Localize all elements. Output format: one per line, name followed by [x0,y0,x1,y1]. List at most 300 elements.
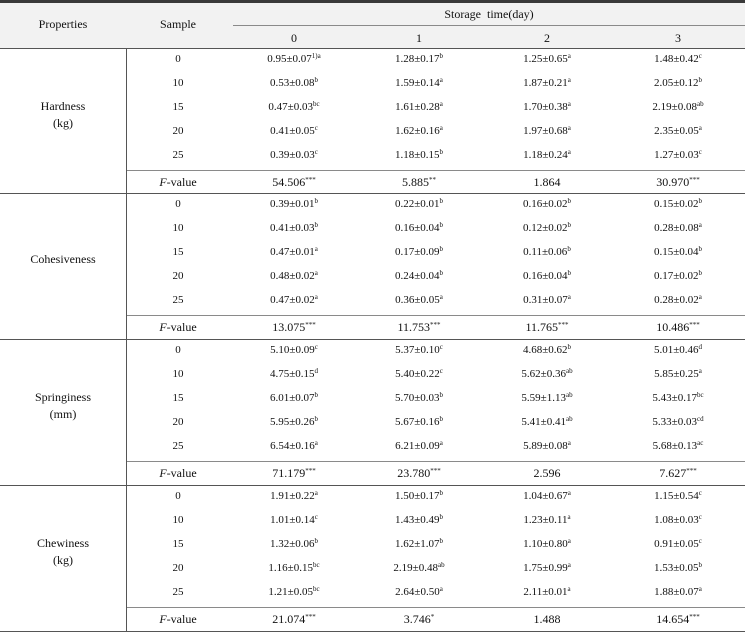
property-label-line: (mm) [49,407,77,421]
fvalue-cell [611,466,745,481]
property-label-line: Chewiness [37,536,89,550]
cell-superscript: c [698,52,702,60]
cell-superscript: b [439,269,444,277]
cell-superscript: c [698,537,702,545]
data-cell [233,514,355,526]
data-cell [611,392,745,404]
cell-value: 0.31±0.07 [523,294,568,306]
cell-value: 7.627 [659,466,687,480]
cell-superscript: b [439,245,444,253]
cell-value: 1.75±0.99 [523,562,568,574]
cell-value: 3.746 [403,612,431,626]
cell-superscript: *** [686,467,697,475]
property-label-line: Cohesiveness [30,252,96,266]
data-cell [355,246,483,258]
cell-superscript: a [567,52,571,60]
group-vertical-rule [126,485,127,631]
cell-superscript: b [698,561,703,569]
data-cell [233,392,355,404]
sample-label: 20 [172,562,184,574]
data-cell [233,222,355,234]
cell-value: 54.506 [272,175,306,189]
cell-superscript: b [314,76,319,84]
cell-value: 0.36±0.05 [395,294,440,306]
data-cell [483,198,611,210]
cell-value: 1.488 [533,612,561,626]
cell-value: 1.16±0.15 [268,562,313,574]
group-vertical-rule [126,339,127,485]
cell-superscript: ac [697,439,704,447]
cell-superscript: ab [437,561,445,569]
cell-value: 0.12±0.02 [522,222,568,234]
data-cell [355,416,483,428]
cell-value: 1.04±0.67 [523,490,568,502]
cell-value: 0.16±0.04 [394,222,440,234]
cell-value: 0.28±0.08 [654,222,699,234]
cell-value: 5.885 [402,175,429,189]
fvalue-divider [127,315,745,316]
data-cell [611,368,745,380]
data-cell [483,53,611,65]
data-cell [233,125,355,137]
cell-value: 0.15±0.02 [653,198,699,210]
cell-value: 5.43±0.17 [652,392,697,404]
cell-superscript: a [567,100,571,108]
cell-value: 6.54±0.16 [270,440,315,452]
cell-superscript: a [439,585,443,593]
sample-label: 15 [172,538,184,550]
fvalue-cell [483,320,611,335]
cell-value: 11.753 [397,320,431,334]
cell-superscript: b [698,197,703,205]
cell-superscript: a [698,124,702,132]
data-cell [355,344,483,356]
cell-superscript: a [698,293,702,301]
cell-value: 1.59±0.14 [395,77,440,89]
cell-value: 2.64±0.50 [395,586,440,598]
cell-superscript: b [439,148,444,156]
cell-value: 0.41±0.05 [270,125,315,137]
cell-value: 0.11±0.06 [523,246,568,258]
fvalue-cell [611,320,745,335]
sample-label: 10 [172,77,184,89]
sample-label: 0 [175,344,181,356]
cell-superscript: a [567,148,571,156]
cell-superscript: a [314,439,318,447]
cell-superscript: c [314,124,318,132]
data-cell [611,416,745,428]
data-cell [483,77,611,89]
cell-value: 2.05±0.12 [653,77,699,89]
cell-value: 1.27±0.03 [654,149,699,161]
cell-value: 1.18±0.15 [394,149,440,161]
data-cell [483,392,611,404]
fvalue-label-italic: F [159,320,167,334]
sample-label: 15 [172,246,184,258]
cell-superscript: a [439,76,443,84]
data-cell [483,514,611,526]
fvalue-label-rest: -value [166,466,197,480]
data-cell [611,490,745,502]
data-cell [483,440,611,452]
cell-superscript: a [567,537,571,545]
table-header [0,3,745,48]
cell-superscript: a [567,76,571,84]
cell-value: 5.01±0.46 [653,344,699,356]
group-divider [0,48,745,49]
cell-superscript: bc [312,585,320,593]
data-cell [233,440,355,452]
fvalue-label [137,612,219,627]
fvalue-cell [483,612,611,627]
cell-value: 0.95±0.07 [267,53,312,65]
cell-superscript: d [314,367,319,375]
data-cell [611,101,745,113]
fvalue-label-italic: F [159,612,167,626]
cell-superscript: b [314,537,319,545]
header-day-3: 3 [675,31,681,45]
cell-value: 5.67±0.16 [394,416,440,428]
property-label-line: Springiness [34,390,91,404]
data-cell [233,586,355,598]
data-cell [483,294,611,306]
cell-value: 1.25±0.65 [523,53,568,65]
data-cell [483,538,611,550]
data-cell [611,246,745,258]
data-cell [483,125,611,137]
cell-superscript: d [698,343,703,351]
fvalue-divider [127,170,745,171]
header-properties: Properties [38,17,88,31]
cell-value: 5.68±0.13 [652,440,698,452]
fvalue-cell [355,175,483,190]
data-cell [611,198,745,210]
property-label-line: (kg) [53,116,73,130]
data-cell [611,514,745,526]
cell-superscript: a [567,561,571,569]
sample-label: 20 [172,125,184,137]
fvalue-cell [233,466,355,481]
header-day-2: 2 [544,31,550,45]
cell-superscript: b [567,197,572,205]
cell-superscript: a [439,124,443,132]
cell-value: 5.62±0.36 [521,368,566,380]
cell-value: 0.47±0.02 [270,294,315,306]
data-cell [233,368,355,380]
cell-value: 1.91±0.22 [270,490,315,502]
cell-value: 2.11±0.01 [523,586,568,598]
data-cell [355,562,483,574]
sample-label: 0 [175,490,181,502]
cell-value: 1.10±0.80 [523,538,568,550]
data-cell [355,77,483,89]
sample-label: 20 [172,270,184,282]
cell-value: 1.18±0.24 [523,149,568,161]
fvalue-cell [483,175,611,190]
fvalue-cell [233,612,355,627]
cell-superscript: a [439,100,443,108]
fvalue-cell [233,320,355,335]
data-cell [483,149,611,161]
cell-value: 1.62±0.16 [395,125,440,137]
cell-value: 1.97±0.68 [523,125,568,137]
cell-value: 5.70±0.03 [394,392,440,404]
cell-superscript: bc [312,100,320,108]
data-cell [483,416,611,428]
cell-value: 10.486 [656,320,690,334]
cell-superscript: ab [696,100,704,108]
sample-label: 0 [175,198,181,210]
data-cell [611,125,745,137]
data-cell [355,222,483,234]
cell-value: 0.47±0.03 [268,101,313,113]
cell-superscript: a [567,585,571,593]
cell-value: 1.01±0.14 [270,514,315,526]
property-label [0,389,126,423]
data-cell [483,368,611,380]
cell-superscript: b [439,489,444,497]
fvalue-label-rest: -value [166,612,197,626]
cell-value: 5.10±0.09 [270,344,315,356]
data-cell [355,294,483,306]
cell-value: 1.43±0.49 [394,514,440,526]
property-label-line: (kg) [53,553,73,567]
cell-value: 1.48±0.42 [654,53,699,65]
fvalue-label-italic: F [159,175,167,189]
group-divider [0,485,745,486]
cell-superscript: c [314,343,318,351]
header-subrule [233,25,745,26]
cell-value: 0.39±0.01 [269,198,315,210]
cell-value: 4.68±0.62 [522,344,568,356]
cell-superscript: c [314,148,318,156]
cell-superscript: b [314,221,319,229]
cell-superscript: b [439,415,444,423]
fvalue-cell [355,320,483,335]
cell-value: 1.88±0.07 [654,586,699,598]
data-cell [611,344,745,356]
cell-value: 4.75±0.15 [269,368,315,380]
cell-value: 5.40±0.22 [395,368,440,380]
cell-value: 2.19±0.48 [393,562,438,574]
cell-superscript: a [567,124,571,132]
cell-value: 1.87±0.21 [523,77,568,89]
cell-value: 0.17±0.09 [394,246,440,258]
cell-superscript: b [439,513,444,521]
property-label [0,251,126,268]
cell-superscript: a [314,269,318,277]
cell-value: 0.17±0.02 [653,270,699,282]
data-cell [611,562,745,574]
cell-superscript: a [439,439,443,447]
cell-superscript: c [314,513,318,521]
data-cell [233,344,355,356]
data-cell [483,490,611,502]
cell-value: 1.62±1.07 [394,538,440,550]
data-cell [611,77,745,89]
cell-value: 5.85±0.25 [654,368,699,380]
cell-value: 11.765 [525,320,559,334]
group-vertical-rule [126,48,127,194]
data-cell [611,270,745,282]
data-cell [233,490,355,502]
group-divider [0,339,745,340]
cell-superscript: a [698,221,702,229]
cell-value: 2.596 [533,466,561,480]
cell-superscript: a [567,513,571,521]
fvalue-label [137,466,219,481]
data-cell [483,246,611,258]
fvalue-cell [233,175,355,190]
cell-value: 0.28±0.02 [654,294,699,306]
data-cell [483,270,611,282]
cell-value: 21.074 [272,612,306,626]
data-cell [233,77,355,89]
data-cell [355,125,483,137]
cell-superscript: a [698,585,702,593]
cell-value: 71.179 [272,466,306,480]
data-cell [233,53,355,65]
data-cell [355,101,483,113]
cell-value: 5.59±1.13 [521,392,566,404]
cell-value: 1.61±0.28 [395,101,440,113]
fvalue-divider [127,461,745,462]
cell-value: 1.28±0.17 [394,53,440,65]
cell-value: 0.48±0.02 [270,270,315,282]
cell-value: 0.53±0.08 [269,77,315,89]
cell-superscript: c [698,513,702,521]
cell-value: 1.50±0.17 [394,490,440,502]
cell-superscript: 1)a [311,52,321,60]
cell-value: 5.33±0.03 [652,416,697,428]
fvalue-label [137,320,219,335]
cell-value: 1.53±0.05 [653,562,699,574]
sample-label: 10 [172,514,184,526]
cell-value: 0.91±0.05 [654,538,699,550]
cell-superscript: b [698,269,703,277]
cell-superscript: *** [430,321,441,329]
fvalue-label [137,175,219,190]
cell-superscript: *** [558,321,569,329]
fvalue-label-italic: F [159,466,167,480]
data-cell [355,538,483,550]
cell-value: 2.19±0.08 [652,101,697,113]
cell-value: 14.654 [656,612,690,626]
fvalue-label-rest: -value [166,320,197,334]
cell-value: 1.21±0.05 [268,586,313,598]
cell-value: 0.24±0.04 [394,270,440,282]
data-cell [483,344,611,356]
cell-superscript: a [567,439,571,447]
cell-superscript: b [698,76,703,84]
sample-label: 15 [172,101,184,113]
cell-value: 1.864 [533,175,561,189]
cell-value: 0.16±0.02 [522,198,568,210]
cell-superscript: a [567,489,571,497]
data-cell [611,222,745,234]
data-cell [355,270,483,282]
cell-superscript: b [567,221,572,229]
cell-superscript: b [439,52,444,60]
cell-superscript: *** [305,176,316,184]
data-cell [233,538,355,550]
cell-value: 1.23±0.11 [523,514,568,526]
sample-label: 25 [172,586,184,598]
cell-superscript: *** [305,467,316,475]
cell-value: 6.21±0.09 [395,440,440,452]
cell-superscript: bc [696,391,704,399]
data-cell [483,562,611,574]
cell-superscript: b [314,415,319,423]
fvalue-cell [611,175,745,190]
cell-value: 6.01±0.07 [269,392,315,404]
fvalue-cell [355,612,483,627]
cell-superscript: a [439,293,443,301]
data-cell [483,586,611,598]
cell-value: 0.15±0.04 [653,246,699,258]
cell-superscript: b [439,197,444,205]
cell-superscript: ab [565,391,573,399]
data-cell [355,368,483,380]
cell-value: 5.37±0.10 [395,344,440,356]
cell-value: 2.35±0.05 [654,125,699,137]
data-cell [233,246,355,258]
cell-superscript: b [439,537,444,545]
cell-value: 23.780 [397,466,431,480]
cell-superscript: *** [689,321,700,329]
cell-superscript: ab [565,415,573,423]
data-cell [355,53,483,65]
fvalue-cell [611,612,745,627]
header-storage-time: Storage time(day) [444,7,534,21]
cell-superscript: c [439,367,443,375]
sample-label: 25 [172,440,184,452]
cell-superscript: *** [305,613,316,621]
fvalue-label-rest: -value [166,175,197,189]
sample-label: 25 [172,294,184,306]
sample-label: 0 [175,53,181,65]
cell-value: 0.47±0.01 [270,246,315,258]
cell-superscript: a [567,293,571,301]
cell-value: 0.41±0.03 [269,222,315,234]
cell-superscript: a [314,293,318,301]
cell-superscript: b [698,245,703,253]
property-label [0,98,126,132]
cell-superscript: a [314,245,318,253]
table-footnote-strip [0,632,745,643]
cell-value: 30.970 [656,175,690,189]
cell-superscript: *** [689,176,700,184]
cell-superscript: ab [565,367,573,375]
cell-superscript: *** [430,467,441,475]
data-cell [355,586,483,598]
cell-value: 0.16±0.04 [522,270,568,282]
data-cell [355,514,483,526]
data-cell [483,222,611,234]
cell-value: 0.22±0.01 [394,198,440,210]
cell-value: 5.95±0.26 [269,416,315,428]
data-cell [611,53,745,65]
cell-value: 0.39±0.03 [270,149,315,161]
cell-superscript: b [314,391,319,399]
cell-superscript: cd [696,415,704,423]
data-cell [233,198,355,210]
data-cell [611,586,745,598]
fvalue-divider [127,607,745,608]
cell-superscript: * [430,613,435,621]
header-day-1: 1 [416,31,422,45]
data-cell [355,198,483,210]
